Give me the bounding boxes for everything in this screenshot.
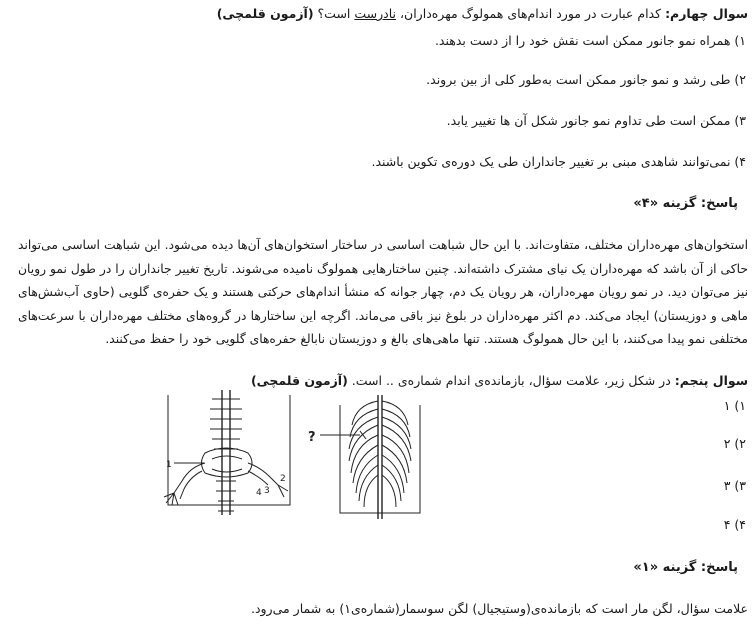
snake-skeleton-drawing (340, 395, 420, 519)
question-4-label: سوال چهارم: (665, 6, 748, 21)
question-4-source: (آزمون قلمچی) (216, 6, 314, 21)
question-4-option-1: ۱) همراه نمو جانور ممکن است نقش خود را از دست بدهند. (434, 33, 746, 48)
figure-question-mark: ? (308, 430, 316, 445)
question-5-option-1: ۱) ۱ (723, 398, 746, 413)
question-5-option-3: ۳) ۳ (723, 478, 746, 493)
question-5-source: (آزمون قلمچی) (250, 373, 348, 388)
figure-label-1: 1 (166, 460, 172, 470)
figure-label-2: 2 (280, 474, 286, 484)
question-4-answer: پاسخ: گزینه «۴» (633, 196, 738, 211)
question-4-option-3: ۳) ممکن است طی تداوم نمو جانور شکل آن ها تغییر یابد. (446, 113, 746, 128)
question-4-option-4: ۴) نمی‌توانند شاهدی مبنی بر تغییر جانداران طی یک دوره‌ی تکوین باشند. (371, 154, 746, 169)
lizard-skeleton-drawing (164, 390, 290, 515)
question-4-text-b: است؟ (317, 6, 351, 21)
question-5-explanation: علامت سؤال، لگن مار است که بازمانده‌ی(وستیجیال) لگن سوسمار(شماره‌ی۱) به شمار می‌رود. (250, 601, 748, 616)
question-5-text: در شکل زیر، علامت سؤال، بازمانده‌ی اندام شماره‌ی .. است. (351, 373, 671, 388)
question-4-underlined-word: نادرست (354, 6, 397, 21)
question-5-option-2: ۲) ۲ (723, 436, 746, 451)
figure-label-4: 4 (256, 488, 262, 498)
figure-label-3: 3 (264, 486, 270, 496)
question-4-option-2: ۲) طی رشد و نمو جانور ممکن است به‌طور کلی از بین بروند. (426, 72, 746, 87)
question-4-header (217, 6, 748, 22)
question-5-label: سوال پنجم: (674, 373, 748, 388)
question-5-option-4: ۴) ۴ (723, 517, 746, 532)
pelvis-comparison-figure (160, 385, 540, 525)
question-4-explanation: استخوان‌های مهره‌داران مختلف، متفاوت‌اند. با این حال شباهت اساسی در ساختار استخوان‌های آن‌ها دیده می‌شود. این شباهت اساسی می‌تواند حاکی از آن باشد که مهره‌داران یک نیای مشترک داشته‌اند. چنین ساختارهایی همولوگ نامیده می‌شوند. تاریخ تغییر جانداران را در طول نمو رویان نیز می‌توان دید. در نمو رویان مهره‌داران، هر رویان یک دم، چهار جوانه که منشأ اندام‌های حرکتی هستند و یک حفره‌ی گلویی (حاوی آب‌شش‌های ماهی و دوزیستان) ایجاد می‌کند. دم اکثر مهره‌داران در بلوغ نیز باقی می‌ماند. اگرچه این ساختارها در گروه‌های مختلف مهره‌داران با سرعت‌های مختلفی نمو پیدا می‌کنند، با این حال همولوگ هستند. تنها ماهی‌های بالغ و دوزیستان نابالغ حفره‌های گلویی خود را حفظ می‌کنند. (18, 238, 748, 346)
question-4-text-a: کدام عبارت در مورد اندام‌های همولوگ مهره‌داران، (400, 6, 662, 21)
question-5-answer: پاسخ: گزینه «۱» (633, 560, 738, 575)
